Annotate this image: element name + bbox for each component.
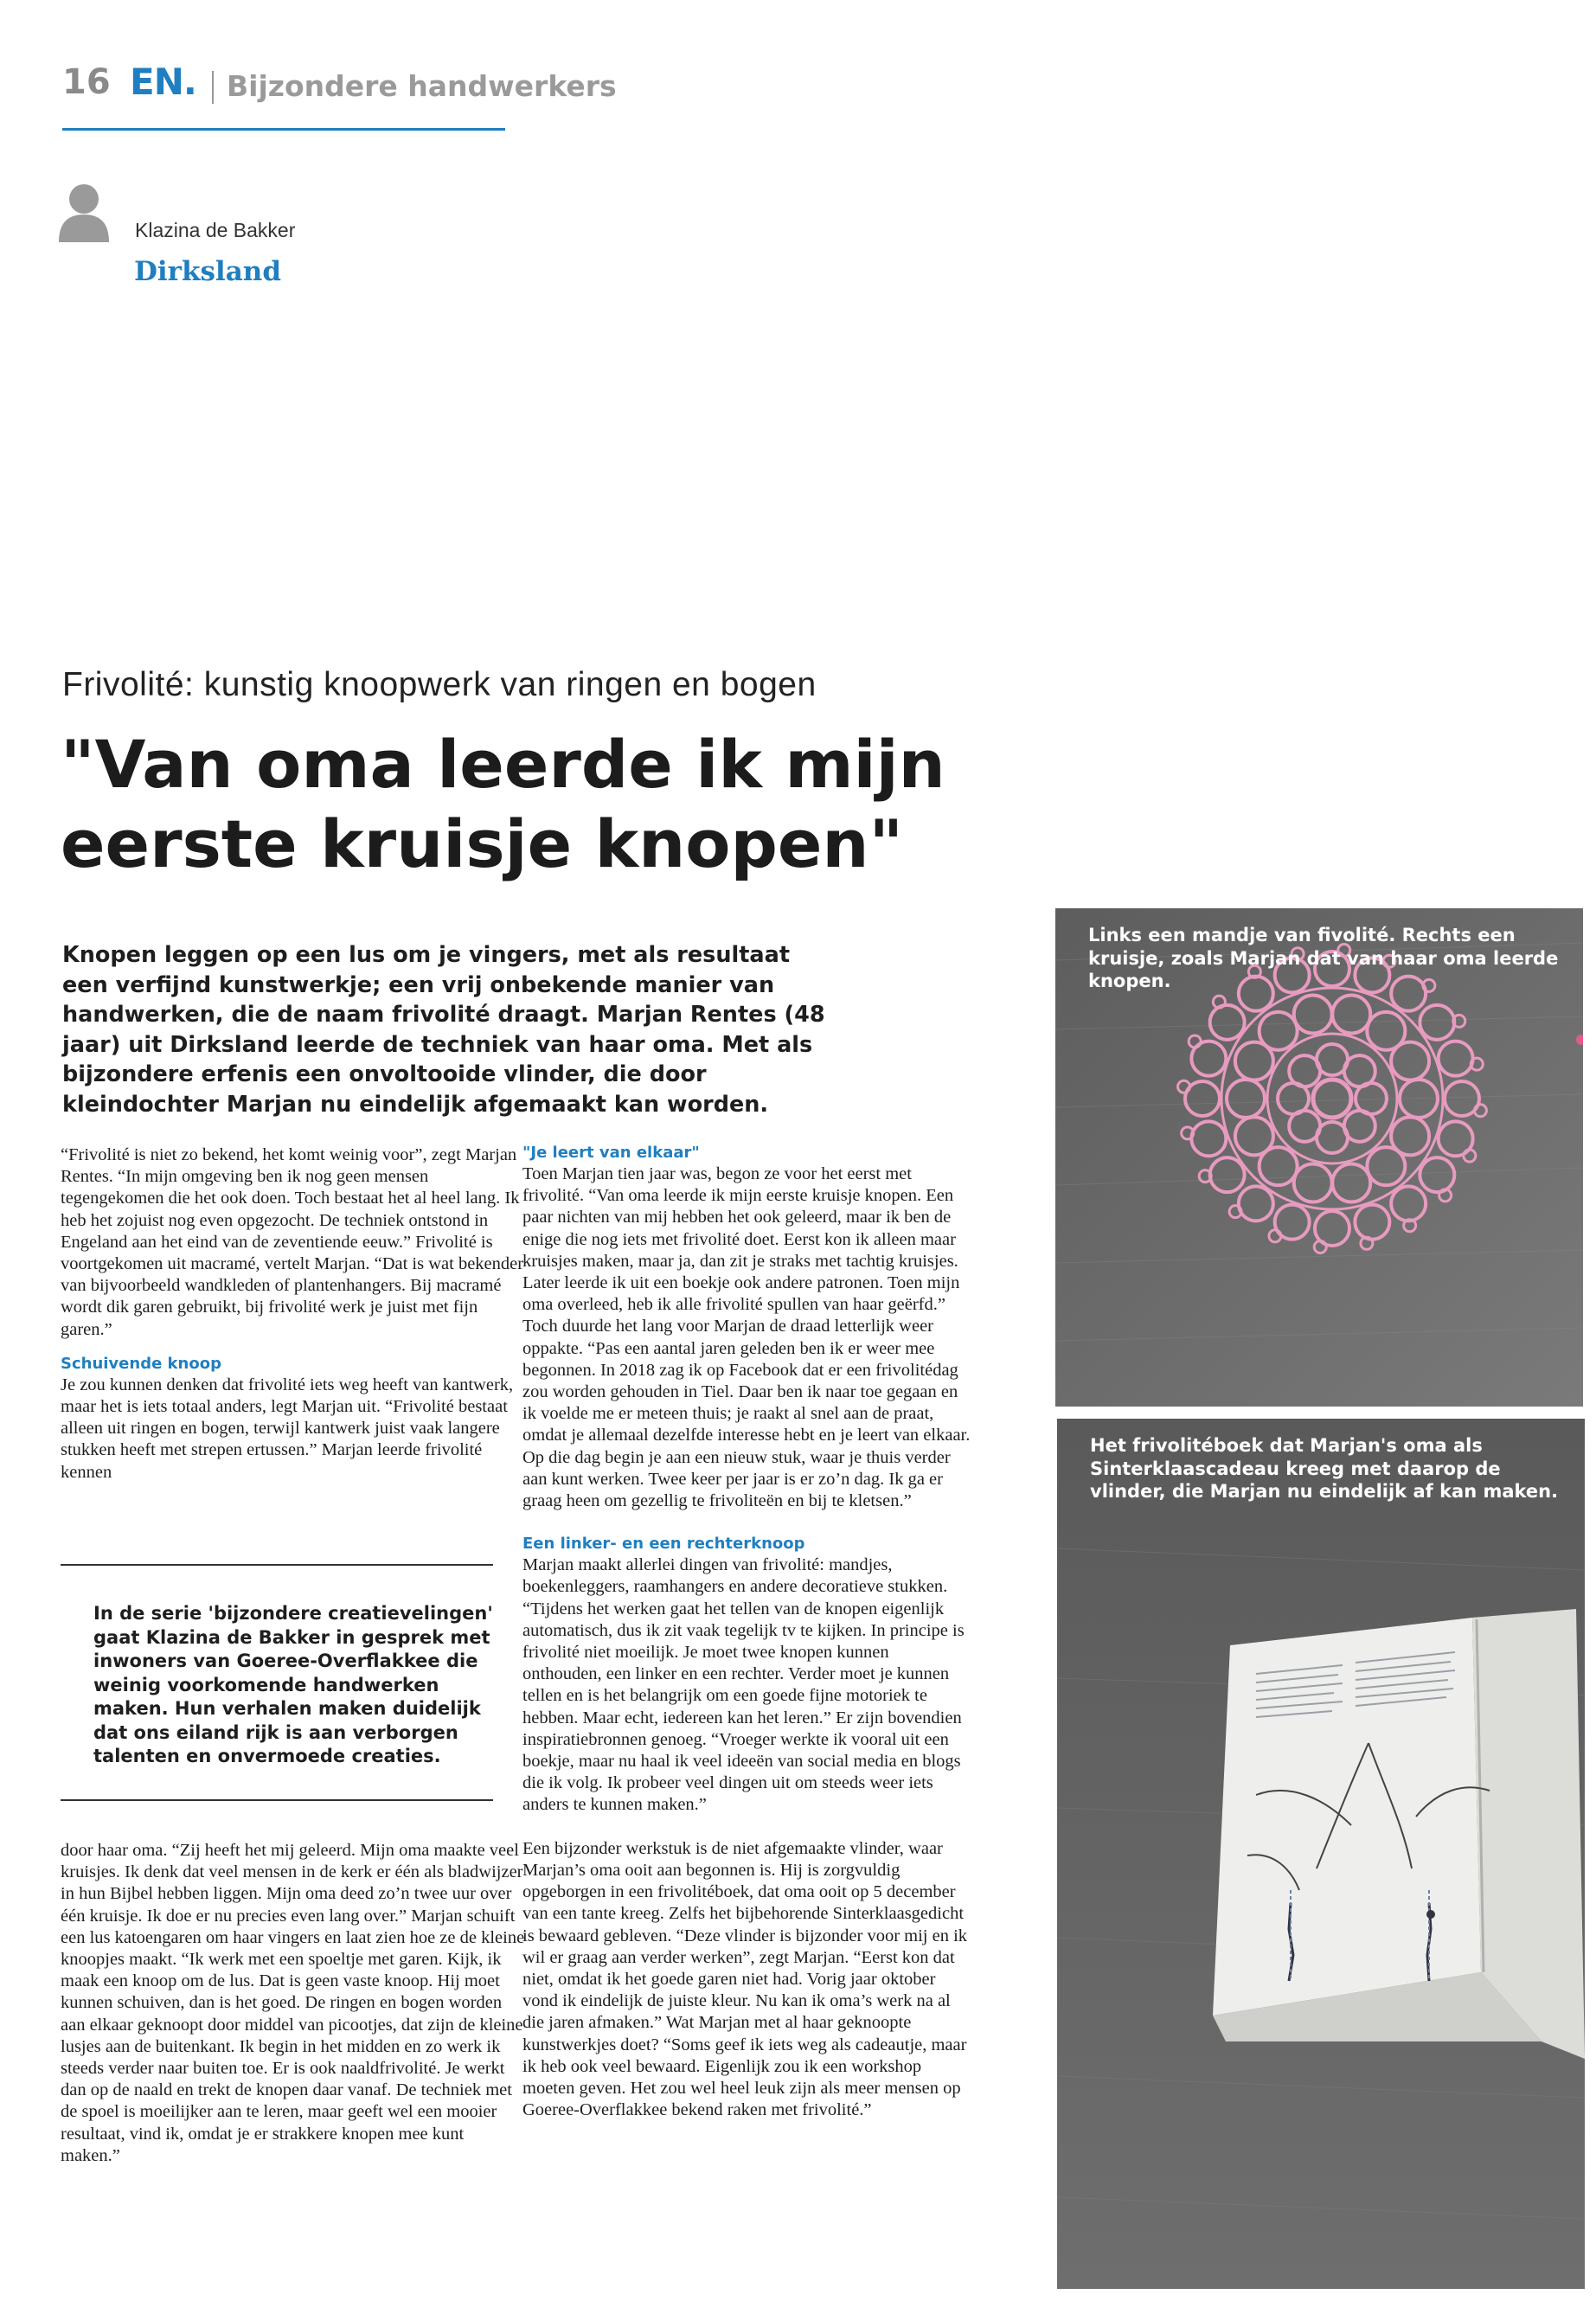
- body-paragraph: Een bijzonder werkstuk is de niet afgemaakte vlinder, waar Marjan’s oma ooit aan begonnen is. Hij is zorgvuldig opgeborgen in een frivolitéboek, dat oma ooit op 5 december van een tante kreeg. Zelfs het bijbehorende Sinterklaasgedicht is bewaard gebleven. “Deze vlinder is bijzonder voor mij en ik wil er graag aan verder werken”, zegt Marjan. “Eerst kon dat niet, omdat ik het goede garen niet had. Vorig jaar oktober vond ik eindelijk de juiste kleur. Nu kan ik oma’s werk na al die jaren afmaken.” Wat Marjan met al haar geknoopte kunstwerkjes doet? “Soms geef ik iets weg als cadeautje, maar ik heb ook veel bewaard. Eigenlijk zou ik een workshop moeten geven. Het zou wel heel leuk zijn als meer mensen op Goeree-Overflakkee bekend raken met frivolité.”: [522, 1838, 968, 2120]
- header-rule: [62, 128, 505, 131]
- article-intro: Knopen leggen op een lus om je vingers, met als resultaat een verfijnd kunstwerkje; een vrij onbekende manier van handwerken, die de naam frivolité draagt. Marjan Rentes (48 jaar) uit Dirksland leerde de techniek van haar oma. Met als bijzondere erfenis een onvoltooide vlinder, die door kleindochter Marjan nu eindelijk afgemaakt kan worden.: [62, 942, 825, 1118]
- author-name: Klazina de Bakker: [135, 219, 296, 241]
- photo-lace-doily: [1055, 908, 1583, 1407]
- section-title: Bijzondere handwerkers: [227, 69, 617, 103]
- photo-frivolite-book: [1057, 1419, 1585, 2289]
- info-box-rule-top: [61, 1564, 493, 1566]
- person-icon: [57, 182, 111, 242]
- author-location: Dirksland: [134, 256, 282, 287]
- subheading-je-leert-van-elkaar: "Je leert van elkaar": [522, 1144, 700, 1162]
- column-1-top: [61, 1144, 528, 1484]
- article-headline: [61, 725, 1012, 884]
- body-paragraph: Je zou kunnen denken dat frivolité iets weg heeft van kantwerk, maar het is iets totaal anders, legt Marjan uit. “Frivolité bestaat alleen uit ringen en bogen, terwijl kantwerk juist vaak langere stukken heeft met strepen ertussen.” Marjan leerde frivolité kennen: [61, 1375, 514, 1482]
- info-box-text: In de serie 'bijzondere creatievelingen' gaat Klazina de Bakker in gesprek met inwoners van Goeree-Overflakkee die weinig voorkomende handwerken maken. Hun verhalen maken duidelijk dat ons eiland rijk is aan verborgen talenten en onvermoede creaties.: [93, 1603, 493, 1766]
- subheading-linker-rechterknoop: Een linker- en een rechterknoop: [522, 1535, 805, 1554]
- column-1-bottom: [61, 1840, 528, 2167]
- body-paragraph: “Frivolité is niet zo bekend, het komt weinig voor”, zegt Marjan Rentes. “In mijn omgeving ben ik nog geen mensen tegengekomen die het ook doen. Toch bestaat het al heel lang. Ik heb het zojuist nog even opgezocht. De techniek ontstond in Engeland aan het eind van de zeventiende eeuw.” Frivolité is voortgekomen uit macramé, vertelt Marjan. “Dat is wat bekender van bijvoorbeeld wandkleden of plantenhangers. Bij macramé wordt dik garen gebruikt, bij frivolité werk je juist met fijn garen.”: [61, 1145, 524, 1339]
- header-divider: [212, 71, 214, 104]
- headline-line-2: eerste kruisje knopen": [61, 805, 904, 882]
- info-box-rule-bottom: [61, 1799, 493, 1801]
- column-2: [522, 1142, 972, 2121]
- photo-1-caption: Links een mandje van fivolité. Rechts een kruisje, zoals Marjan dat van haar oma leerde knopen.: [1088, 925, 1559, 991]
- body-paragraph: door haar oma. “Zij heeft het mij geleerd. Mijn oma maakte veel kruisjes. Ik denk dat veel mensen in de kerk er één als bladwijzer in hun Bijbel hebben liggen. Mijn oma deed zo’n twee uur over één kruisje. Ik doe er nu precies even lang over.” Marjan schuift een lus katoengaren om haar vingers en laat zien hoe ze de kleine knoopjes maakt. “Ik werk met een spoeltje met garen. Kijk, ik maak een knoop om de lus. Dat is geen vaste knoop. Hij moet kunnen schuiven, dan is het goed. De ringen en bogen worden aan elkaar geknoopt door middel van picootjes, dat zijn de kleine lusjes aan de buitenkant. Ik begin in het midden en zo werk ik steeds verder naar buiten toe. Er is ook naaldfrivolité. Je werkt dan op de naald en trekt de knopen daar vanaf. De techniek met de spoel is moeilijker aan te leren, maar geeft wel een mooier resultaat, vind ik, omdat je er strakkere knopen mee kunt maken.”: [61, 1841, 525, 2165]
- publication-logo: EN.: [130, 61, 196, 103]
- body-paragraph: Marjan maakt allerlei dingen van frivolité: mandjes, boekenleggers, raamhangers en andere decoratieve stukken. “Tijdens het werken gaat het tellen van de knopen eigenlijk automatisch, dus ik zit vaak tegelijk tv te kijken. In principe is frivolité niet moeilijk. Je moet twee knopen kunnen onthouden, een linker en een rechter. Verder moet je kunnen tellen en is het belangrijk om een goede fijne motoriek te hebben. Maar echt, iedereen kan het leren.” Er zijn bovendien inspiratiebronnen genoeg. “Vroeger werkte ik vooral uit een boekje, maar nu haal ik veel ideeën van social media en blogs die ik volg. Ik probeer veel dingen uit om steeds weer iets anders te kunnen maken.”: [522, 1555, 965, 1815]
- article-kicker: Frivolité: kunstig knoopwerk van ringen en bogen: [62, 666, 817, 703]
- page-number: 16: [62, 62, 111, 102]
- headline-line-1: "Van oma leerde ik mijn: [61, 726, 945, 803]
- photo-2-caption: Het frivolitéboek dat Marjan's oma als Sinterklaascadeau kreeg met daarop de vlinder, die Marjan nu eindelijk af kan maken.: [1090, 1435, 1559, 1502]
- subheading-schuivende-knoop: Schuivende knoop: [61, 1354, 221, 1373]
- body-paragraph: Toen Marjan tien jaar was, begon ze voor het eerst met frivolité. “Van oma leerde ik mijn eerste kruisje knopen. Een paar nichten van mij hebben het ook geleerd, maar ik ben de enige die nog iets met frivolité doet. Eerst kon ik alleen maar kruisjes maken, maar ja, dan zit je straks met tachtig kruisjes. Later leerde ik uit een boekje ook andere patronen. Toen mijn oma overleed, heb ik alle frivolité spullen van haar geërfd.” Toch duurde het lang voor Marjan de draad letterlijk weer oppakte. “Pas een aantal jaren geleden ben ik er weer mee begonnen. In 2018 zag ik op Facebook dat er een frivolitédag zou worden gehouden in Tiel. Daar ben ik naar toe gegaan en ik voelde me er meteen thuis; je raakt al snel aan de praat, omdat je allemaal dezelfde interesse hebt en je leert van elkaar. Op die dag begin je aan een nieuw stuk, waar je thuis verder aan kunt werken. Twee keer per jaar is er zo’n dag. Ik ga er graag heen om gezellig te frivoliteën en bij te kletsen.”: [522, 1164, 971, 1511]
